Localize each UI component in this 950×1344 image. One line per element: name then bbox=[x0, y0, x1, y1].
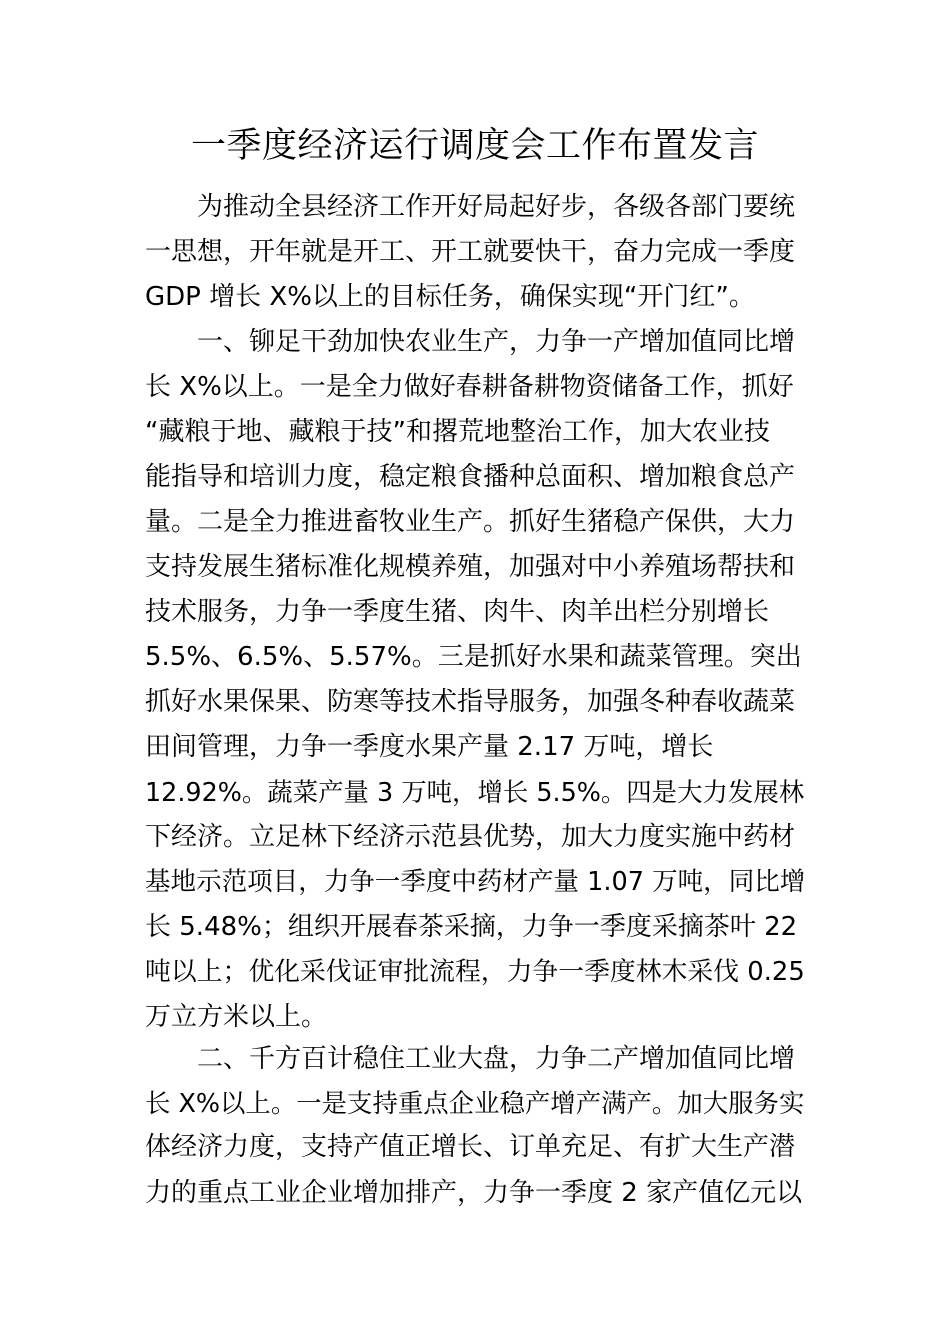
text-line: 体经济力度，支持产值正增长、订单充足、有扩大生产潜 bbox=[145, 1132, 796, 1162]
text-line: 量。二是全力推进畜牧业生产。抓好生猪稳产保供，大力 bbox=[145, 507, 796, 537]
text-line: “藏粮于地、藏粮于技”和撂荒地整治工作，加大农业技 bbox=[145, 417, 770, 447]
text-line: 万立方米以上。 bbox=[145, 1002, 328, 1032]
text-line: 基地示范项目，力争一季度中药材产量 1.07 万吨，同比增 bbox=[145, 867, 806, 897]
text-line: 长 X%以上。一是支持重点企业稳产增产满产。加大服务实 bbox=[145, 1088, 805, 1118]
text-line: 技术服务，力争一季度生猪、肉牛、肉羊出栏分别增长 bbox=[145, 597, 770, 627]
text-line: 能指导和培训力度，稳定粮食播种总面积、增加粮食总产 bbox=[145, 462, 796, 492]
text-line: 二、千方百计稳住工业大盘，力争二产增加值同比增 bbox=[197, 1044, 796, 1074]
text-line: 抓好水果保果、防寒等技术指导服务，加强冬种春收蔬菜 bbox=[145, 687, 796, 717]
text-line: 田间管理，力争一季度水果产量 2.17 万吨，增长 bbox=[145, 732, 714, 762]
text-line: GDP 增长 X%以上的目标任务，确保实现“开门红”。 bbox=[145, 282, 755, 312]
text-line: 下经济。立足林下经济示范县优势，加大力度实施中药材 bbox=[145, 822, 796, 852]
text-line: 力的重点工业企业增加排产，力争一季度 2 家产值亿元以 bbox=[145, 1178, 803, 1208]
text-line: 支持发展生猪标准化规模养殖，加强对中小养殖场帮扶和 bbox=[145, 552, 796, 582]
text-line: 长 5.48%；组织开展春茶采摘，力争一季度采摘茶叶 22 bbox=[145, 912, 798, 942]
text-line: 长 X%以上。一是全力做好春耕备耕物资储备工作，抓好 bbox=[145, 372, 794, 402]
document-title: 一季度经济运行调度会工作布置发言 bbox=[190, 126, 759, 166]
text-line: 一、铆足干劲加快农业生产，力争一产增加值同比增 bbox=[197, 327, 796, 357]
text-line: 一思想，开年就是开工、开工就要快干，奋力完成一季度 bbox=[145, 237, 796, 267]
text-line: 为推动全县经济工作开好局起好步，各级各部门要统 bbox=[197, 192, 796, 222]
text-line: 吨以上；优化采伐证审批流程，力争一季度林木采伐 0.25 bbox=[145, 957, 805, 987]
text-line: 5.5%、6.5%、5.57%。三是抓好水果和蔬菜管理。突出 bbox=[145, 642, 802, 672]
text-line: 12.92%。蔬菜产量 3 万吨，增长 5.5%。四是大力发展林 bbox=[145, 777, 805, 807]
